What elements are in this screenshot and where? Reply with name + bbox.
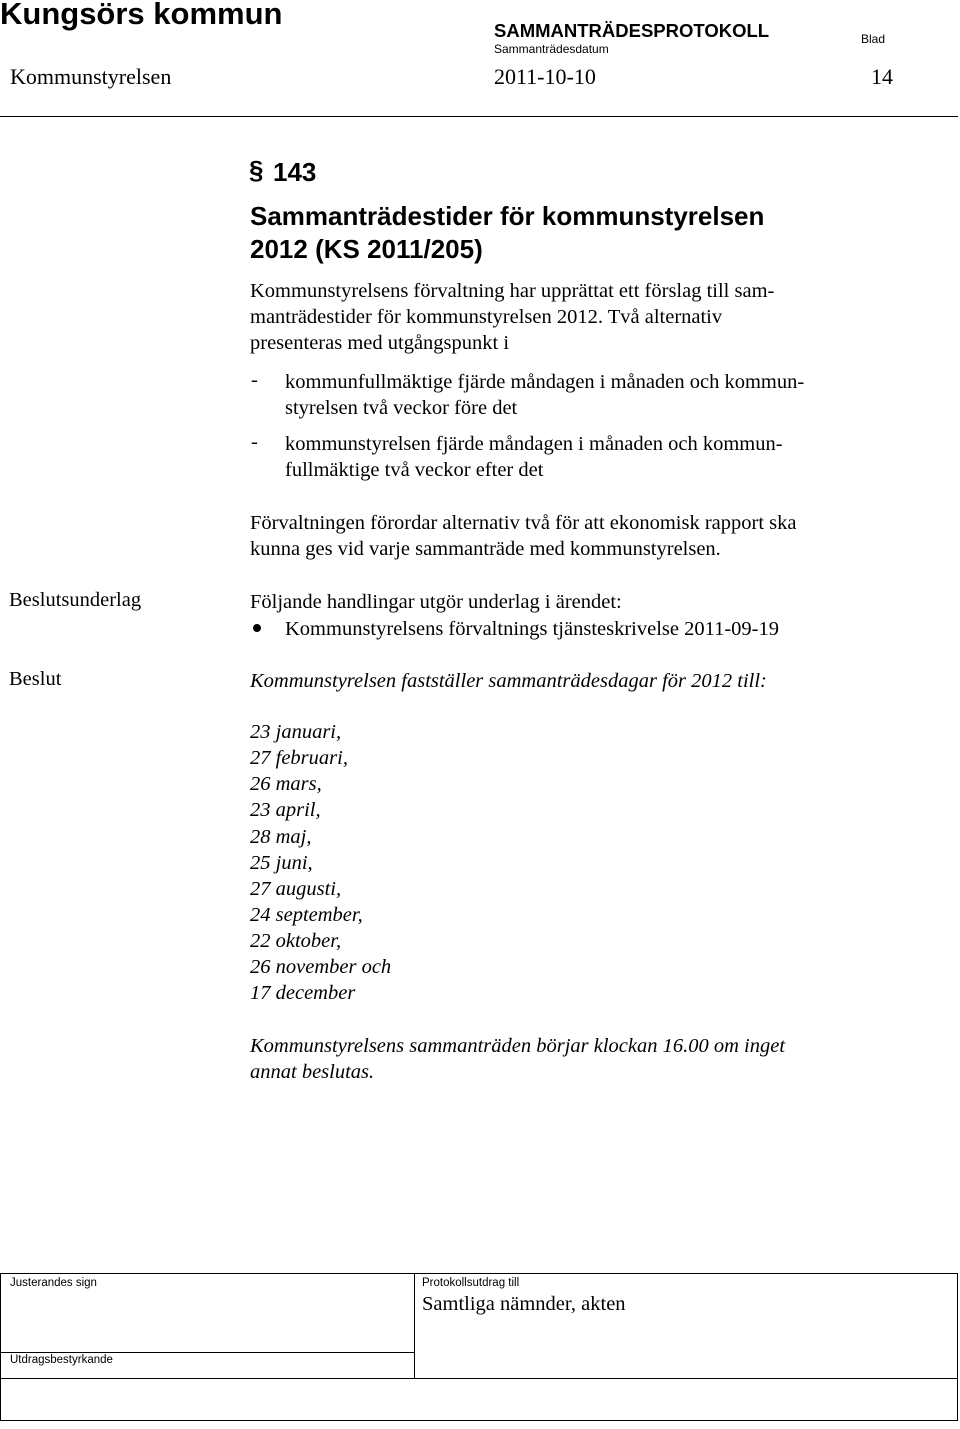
decision-date: 23 januari, xyxy=(250,721,342,743)
sheet-label: Blad xyxy=(861,32,886,46)
footer-divider xyxy=(1,1378,957,1379)
list-dash: - xyxy=(251,431,258,453)
decision-date: 26 mars, xyxy=(250,773,322,795)
verifier-label: Justerandes sign xyxy=(10,1277,97,1289)
body-name: Kommunstyrelsen xyxy=(10,64,172,89)
decision-closing: Kommunstyrelsens sammanträden börjar klockan 16.00 om inget xyxy=(250,1035,786,1057)
basis-intro: Följande handlingar utgör underlag i ärendet: xyxy=(250,591,622,613)
recommendation-line: Förvaltningen förordar alternativ två för att ekonomisk rapport ska xyxy=(250,512,797,534)
paragraph-sign: § xyxy=(249,155,264,185)
decision-date: 25 juni, xyxy=(250,852,313,874)
footer-divider xyxy=(414,1274,415,1378)
intro-line: Kommunstyrelsens förvaltning har upprättat ett förslag till sam- xyxy=(250,280,775,302)
basis-item: Kommunstyrelsens förvaltnings tjänsteskrivelse 2011-09-19 xyxy=(285,618,780,640)
meeting-date-label: Sammanträdesdatum xyxy=(494,42,609,56)
decision-date: 24 september, xyxy=(250,904,363,926)
decision-closing: annat beslutas. xyxy=(250,1061,375,1083)
intro-line: manträdestider för kommunstyrelsen 2012. Två alternativ xyxy=(250,306,723,328)
footer-table xyxy=(0,1273,958,1421)
decision-date: 27 februari, xyxy=(250,747,348,769)
extract-to-value: Samtliga nämnder, akten xyxy=(422,1293,626,1315)
certifier-label: Utdragsbestyrkande xyxy=(10,1354,113,1366)
list-dash: - xyxy=(251,369,258,391)
decision-date: 17 december xyxy=(250,982,356,1004)
alternative-line: kommunfullmäktige fjärde måndagen i månaden och kommun- xyxy=(285,371,805,393)
document-type: SAMMANTRÄDESPROTOKOLL xyxy=(494,20,770,41)
header-rule xyxy=(0,116,958,117)
alternative-line: fullmäktige två veckor efter det xyxy=(285,459,544,481)
section-title-line1: Sammanträdestider för kommunstyrelsen xyxy=(250,201,765,231)
decision-date: 26 november och xyxy=(250,956,392,978)
page-number: 14 xyxy=(871,64,893,89)
organization-name: Kungsörs kommun xyxy=(0,0,283,31)
decision-intro: Kommunstyrelsen fastställer sammanträdesdagar för 2012 till: xyxy=(250,670,767,692)
intro-line: presenteras med utgångspunkt i xyxy=(250,332,510,354)
recommendation-line: kunna ges vid varje sammanträde med kommunstyrelsen. xyxy=(250,538,721,560)
alternative-line: styrelsen två veckor före det xyxy=(285,397,518,419)
decision-date: 22 oktober, xyxy=(250,930,342,952)
decision-date: 28 maj, xyxy=(250,826,312,848)
paragraph-number: 143 xyxy=(273,157,317,187)
decision-date: 27 augusti, xyxy=(250,878,342,900)
extract-to-label: Protokollsutdrag till xyxy=(422,1277,520,1289)
footer-divider xyxy=(1,1352,414,1353)
alternative-line: kommunstyrelsen fjärde måndagen i månaden och kommun- xyxy=(285,433,783,455)
meeting-date: 2011-10-10 xyxy=(494,64,596,89)
bullet-icon xyxy=(253,624,261,632)
decision-date: 23 april, xyxy=(250,799,321,821)
section-title-line2: 2012 (KS 2011/205) xyxy=(250,234,483,264)
basis-label: Beslutsunderlag xyxy=(9,589,142,611)
decision-label: Beslut xyxy=(9,668,62,690)
